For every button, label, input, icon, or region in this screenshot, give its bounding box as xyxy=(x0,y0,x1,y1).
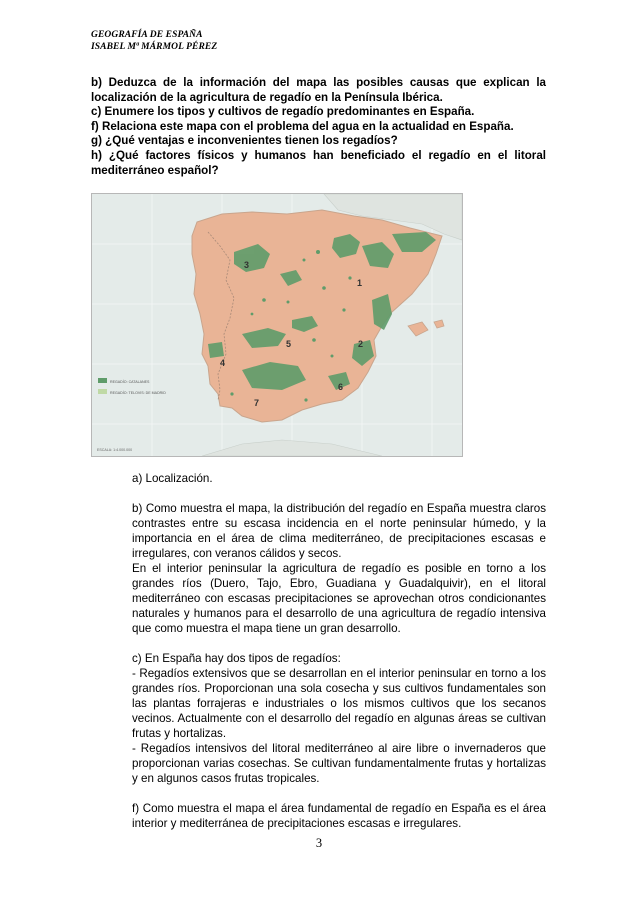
map-label-1: 1 xyxy=(357,278,363,288)
legend-swatch-light xyxy=(98,389,107,394)
header-subject: GEOGRAFÍA DE ESPAÑA xyxy=(91,30,203,40)
map-label-7: 7 xyxy=(254,398,260,408)
map-scale: ESCALA: 1:4.000.000 xyxy=(97,448,133,452)
question-list xyxy=(91,76,546,178)
answer-c-extensive: - Regadíos extensivos que se desarrollan en el interior peninsular en torno a los grandes ríos. Proporcionan una sola cosecha y sus cultivos fundamentales son las plantas forrajeras e industriales o los mismos cultivos que los secanos vecinos. Actualmente con el desarrollo del regadío en algunas áreas se cultivan frutas y hortalizas. xyxy=(132,667,546,740)
map-label-6: 6 xyxy=(338,382,344,392)
question-b: b) Deduzca de la información del mapa las posibles causas que explican la localización de la agricultura de regadío en la Península Ibérica. xyxy=(91,76,546,104)
answer-c-intro: c) En España hay dos tipos de regadíos: xyxy=(132,652,341,665)
document-header xyxy=(91,30,217,53)
map-label-4: 4 xyxy=(220,358,226,368)
page-number: 3 xyxy=(315,836,323,850)
legend-label-2: REGADÍO: TELOVIS: DE MADRID xyxy=(110,391,166,395)
question-f: f) Relaciona este mapa con el problema del agua en la actualidad en España. xyxy=(91,119,514,133)
answer-f: f) Como muestra el mapa el área fundamental de regadío en España es el área interior y mediterránea de precipitaciones escasas e irregulares. xyxy=(132,802,546,830)
answer-c-intensive: - Regadíos intensivos del litoral mediterráneo al aire libre o invernaderos que proporcionan varias cosechas. Se cultivan fundamentalmente frutas y hortalizas y en algunos casos frutas tropicales. xyxy=(132,742,546,785)
legend-swatch-green xyxy=(98,378,107,383)
question-c: c) Enumere los tipos y cultivos de regadío predominantes en España. xyxy=(91,105,475,119)
map-label-3: 3 xyxy=(244,260,250,270)
map-label-2: 2 xyxy=(358,339,364,349)
answer-section xyxy=(132,471,546,831)
header-author: ISABEL Mª MÁRMOL PÉREZ xyxy=(91,41,218,52)
legend-label-1: REGADÍO: CATALANES xyxy=(110,380,150,384)
question-h: h) ¿Qué factores físicos y humanos han beneficiado el regadío en el litoral mediterráneo español? xyxy=(91,148,546,177)
answer-b-paragraph-2: En el interior peninsular la agricultura de regadío es posible en torno a los grandes ríos (Duero, Tajo, Ebro, Guadiana y Guadalquivir), en el litoral mediterráneo con escasas precipitaciones se aprovechan otros condicionantes naturales y humanos para el desarrollo de una agricultura de regadío intensiva que como muestra el mapa tiene un gran desarrollo. xyxy=(132,562,546,635)
answer-a: a) Localización. xyxy=(132,472,213,485)
irrigation-map xyxy=(91,193,463,457)
map-label-5: 5 xyxy=(286,339,292,349)
question-g: g) ¿Qué ventajas e inconvenientes tienen los regadíos? xyxy=(91,134,398,148)
answer-b-paragraph-1: b) Como muestra el mapa, la distribución del regadío en España muestra claros contrastes entre su escasa incidencia en el norte peninsular húmedo, y la importancia en el área de clima mediterráneo, de precipitaciones escasas e irregulares, con veranos cálidos y secos. xyxy=(132,502,546,560)
iberia-map-graphic xyxy=(92,194,462,456)
